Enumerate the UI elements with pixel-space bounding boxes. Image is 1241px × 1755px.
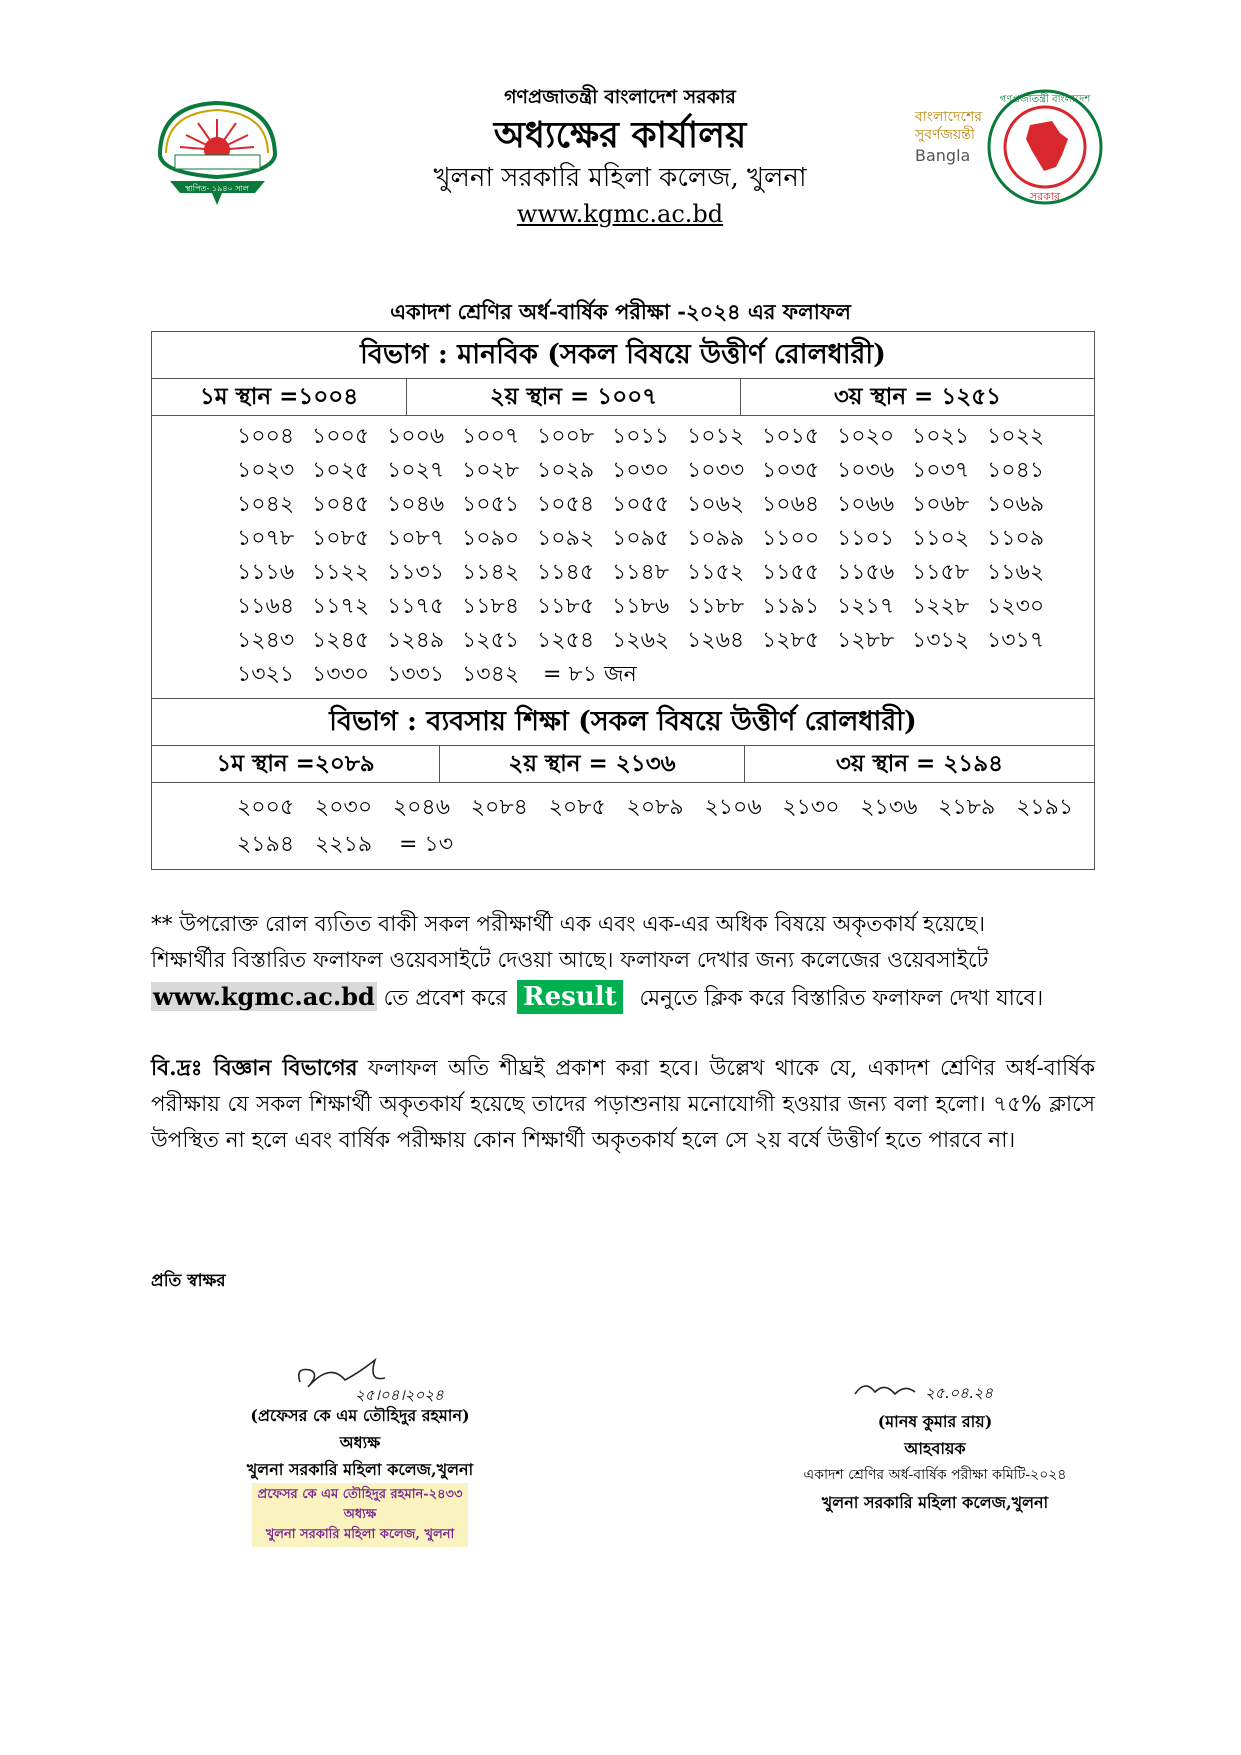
roll-number: ১০৭৮: [237, 526, 295, 551]
business-third-place: ৩য় স্থান = ২১৯৪: [744, 746, 1094, 782]
roll-number: ২০৮৪: [470, 795, 528, 820]
roll-number: ১০৯৯: [687, 526, 745, 551]
roll-number: ১০০৬: [387, 424, 445, 449]
roll-number: ১০৩৭: [912, 458, 970, 483]
letterhead: [340, 84, 900, 232]
roll-number: ১১০০: [762, 526, 820, 551]
roll-number: ১১৬২: [987, 560, 1045, 585]
roll-row: [237, 826, 1094, 863]
roll-number: ১০৮৫: [312, 526, 370, 551]
roll-number: ১০২২: [987, 424, 1045, 449]
roll-row: [237, 522, 1094, 556]
roll-number: ১২৮৫: [762, 628, 820, 653]
roll-row: [237, 624, 1094, 658]
roll-number: ২০৪৬: [392, 795, 451, 820]
roll-number: ১৩২১: [237, 662, 295, 687]
results-table: [151, 331, 1095, 870]
roll-number: ১০৫১: [462, 492, 520, 517]
roll-number: ১১৭২: [312, 594, 370, 619]
roll-number: ১২১৭: [837, 594, 895, 619]
bangladesh-golden-jubilee-emblem-icon: [910, 85, 1110, 215]
principal-signature-date: ২৫।০৪।২০২৪: [355, 1386, 444, 1404]
roll-row: [237, 789, 1094, 826]
svg-text:বাংলাদেশের: বাংলাদেশের: [915, 109, 982, 125]
svg-text:স্থাপিত- ১৯৪০ সাল: স্থাপিত- ১৯৪০ সাল: [185, 184, 249, 193]
roll-number: ১০৬৬: [837, 492, 895, 517]
principal-title: অধ্যক্ষ: [339, 1433, 381, 1452]
humanities-first-place: ১ম স্থান =১০০৪: [199, 383, 359, 410]
roll-number: ১১১৬: [237, 560, 295, 585]
roll-number: ১০২১: [912, 424, 970, 449]
roll-number: ২১০৬: [704, 795, 762, 820]
note-paragraph: [151, 1051, 1095, 1159]
roll-row: [237, 556, 1094, 590]
business-second-place: ২য় স্থান = ২১৩৬: [439, 746, 744, 782]
stamp-line: প্রফেসর কে এম তৌহিদুর রহমান-২৪৩৩: [257, 1487, 463, 1502]
roll-number: ২১৯৪: [237, 832, 295, 857]
humanities-second-place: ২য় স্থান = ১০০৭: [406, 379, 740, 415]
roll-number: ১০৯৫: [612, 526, 670, 551]
roll-number: ২১৯১: [1016, 795, 1074, 820]
note-text: ফলাফল অতি শীঘ্রই প্রকাশ করা হবে। উল্লেখ থাকে যে, একাদশ শ্রেণির অর্ধ-বার্ষিক পরীক্ষায় যে সকল শিক্ষার্থী অকৃতকার্য হয়েছে তাদের পড়াশুনায় মনোযোগী হওয়ার জন্য বলা হলো। ৭৫% ক্লাসে উপস্থিত না হলে এবং বার্ষিক পরীক্ষায় কোন শিক্ষার্থী অকৃতকার্য হলে সে ২য় বর্ষে উত্তীর্ণ হতে পারবে না।: [151, 1056, 1096, 1153]
roll-number: ১২৫১: [462, 628, 520, 653]
roll-number: ১১৫৮: [912, 560, 970, 585]
roll-number: ১২৮৮: [837, 628, 895, 653]
roll-number: ১০৫৫: [612, 492, 670, 517]
note-label: বি.দ্রঃ বিজ্ঞান বিভাগের: [151, 1056, 358, 1081]
roll-row: [237, 454, 1094, 488]
roll-number: ১০৪৫: [312, 492, 370, 517]
roll-number: ১৩১৭: [987, 628, 1045, 653]
roll-number: ১১৫৫: [762, 560, 820, 585]
principal-name: (প্রফেসর কে এম তৌহিদুর রহমান): [250, 1406, 470, 1425]
roll-number: ১০২৫: [312, 458, 370, 483]
convener-title: আহবায়ক: [904, 1439, 966, 1458]
roll-number: ১০৩৫: [762, 458, 820, 483]
business-roll-list: [152, 783, 1094, 867]
principal-org: খুলনা সরকারি মহিলা কলেজ,খুলনা: [246, 1460, 474, 1479]
college-logo: [150, 95, 285, 210]
notice-website-link[interactable]: www.kgmc.ac.bd: [153, 982, 375, 1011]
roll-number: ১০৮৭: [387, 526, 445, 551]
roll-number: ১২৩০: [987, 594, 1045, 619]
roll-number: ১৩৩০: [312, 662, 370, 687]
roll-number: ১০২৯: [537, 458, 595, 483]
convener-signature-block: [790, 1372, 1080, 1516]
roll-number: ১১৪৫: [537, 560, 595, 585]
roll-number: ১১৮৮: [687, 594, 745, 619]
roll-number: ১২৬৪: [687, 628, 745, 653]
roll-number: ২২১৯: [315, 832, 373, 857]
result-menu-button[interactable]: Result: [517, 980, 623, 1014]
college-emblem-icon: [150, 95, 285, 210]
website-link[interactable]: www.kgmc.ac.bd: [516, 200, 724, 228]
roll-number: ২০৮৯: [626, 795, 684, 820]
roll-number: ১০০৪: [237, 424, 295, 449]
roll-number: ১০৩০: [612, 458, 670, 483]
roll-number: ১২৫৪: [537, 628, 595, 653]
business-positions: [152, 746, 1094, 783]
government-logo: [910, 85, 1110, 215]
roll-number: ১১৫৬: [837, 560, 895, 585]
roll-number: ১০৬৮: [912, 492, 970, 517]
stamp-line: অধ্যক্ষ: [343, 1507, 377, 1522]
college-name: খুলনা সরকারি মহিলা কলেজ, খুলনা: [433, 163, 807, 193]
roll-number: ২০৩০: [314, 795, 373, 820]
humanities-roll-list: [152, 416, 1094, 698]
roll-number: ১১৫২: [687, 560, 745, 585]
humanities-heading: বিভাগ : মানবিক (সকল বিষয়ে উত্তীর্ণ রোলধারী): [152, 332, 1094, 379]
roll-row: [237, 658, 1094, 692]
roll-number: ১১৮৬: [612, 594, 670, 619]
roll-number: ১২৬২: [612, 628, 670, 653]
convener-committee: একাদশ শ্রেণির অর্ধ-বার্ষিক পরীক্ষা কমিটি-২০২৪: [803, 1467, 1067, 1483]
notice-line-1: ** উপরোক্ত রোল ব্যতিত বাকী সকল পরীক্ষার্থী এক এবং এক-এর অধিক বিষয়ে অকৃতকার্য হয়েছে।: [151, 912, 986, 937]
principal-signature: [225, 1352, 495, 1402]
roll-number: ১০৩৬: [837, 458, 895, 483]
principal-seal-stamp: [252, 1483, 469, 1547]
roll-number: ১০৯২: [537, 526, 595, 551]
humanities-third-place: ৩য় স্থান = ১২৫১: [740, 379, 1094, 415]
roll-number: ১২৪৩: [237, 628, 295, 653]
roll-number: ১০২৩: [237, 458, 295, 483]
svg-text:গণপ্রজাতন্ত্রী বাংলাদেশ: গণপ্রজাতন্ত্রী বাংলাদেশ: [999, 94, 1091, 105]
roll-row: [237, 590, 1094, 624]
roll-number: ১০০৭: [462, 424, 520, 449]
svg-text:সুবর্ণজয়ন্তী: সুবর্ণজয়ন্তী: [915, 127, 975, 143]
roll-number: ১০৫৪: [537, 492, 595, 517]
signature-scribble-icon: [850, 1374, 920, 1404]
svg-text:Bangla: Bangla: [915, 146, 971, 165]
roll-number: ১৩৩১: [387, 662, 445, 687]
roll-number: ১০০৮: [537, 424, 595, 449]
roll-number: ১১৭৫: [387, 594, 445, 619]
notice-rest-text: মেনুতে ক্লিক করে বিস্তারিত ফলাফল দেখা যাবে।: [639, 986, 1044, 1011]
roll-number: ১১৮৫: [537, 594, 595, 619]
convener-signature: [790, 1372, 1080, 1408]
roll-number: ১০২০: [837, 424, 895, 449]
roll-number: ১০৯০: [462, 526, 520, 551]
roll-number: ১১৩১: [387, 560, 445, 585]
roll-number: ১০৬২: [687, 492, 745, 517]
roll-number: ১০১২: [687, 424, 745, 449]
roll-number: ১১২২: [312, 560, 370, 585]
roll-number: ১১৪৮: [612, 560, 670, 585]
notice-paragraph: [151, 907, 1095, 1017]
roll-row: [237, 488, 1094, 522]
roll-number: ১১৯১: [762, 594, 820, 619]
roll-number: ১০২৭: [387, 458, 445, 483]
roll-number: ১৩১২: [912, 628, 970, 653]
roll-number: ২০৮৫: [548, 795, 606, 820]
roll-number: ১০৪১: [987, 458, 1045, 483]
notice-line-2: শিক্ষার্থীর বিস্তারিত ফলাফল ওয়েবসাইটে দেওয়া আছে। ফলাফল দেখার জন্য কলেজের ওয়েবসাইটে: [151, 948, 989, 973]
roll-number: ১০৬৯: [987, 492, 1045, 517]
convener-signature-date: ২৫.০৪.২৪: [925, 1384, 993, 1402]
roll-number: ১০১১: [612, 424, 670, 449]
roll-number: ১২৪৯: [387, 628, 445, 653]
business-heading: বিভাগ : ব্যবসায় শিক্ষা (সকল বিষয়ে উত্তীর্ণ রোলধারী): [152, 698, 1094, 746]
roll-number: ১০৪২: [237, 492, 295, 517]
roll-number: ১১৮৪: [462, 594, 520, 619]
business-first-place: ১ম স্থান =২০৮৯: [216, 750, 375, 777]
roll-number: ১১০৯: [987, 526, 1045, 551]
roll-number: ২১৩০: [782, 795, 840, 820]
convener-name: (মানষ কুমার রায়): [877, 1412, 993, 1431]
convener-org: খুলনা সরকারি মহিলা কলেজ,খুলনা: [821, 1493, 1049, 1512]
roll-number: ১০৪৬: [387, 492, 445, 517]
humanities-total: = ৮১ জন: [543, 662, 637, 687]
office-title: অধ্যক্ষের কার্যালয়: [493, 114, 747, 156]
document-title: একাদশ শ্রেণির অর্ধ-বার্ষিক পরীক্ষা -২০২৪ এর ফলাফল: [390, 299, 851, 324]
roll-number: ১১০১: [837, 526, 895, 551]
roll-number: ১১৬৪: [237, 594, 295, 619]
stamp-line: খুলনা সরকারি মহিলা কলেজ, খুলনা: [265, 1527, 455, 1542]
roll-number: ১২২৮: [912, 594, 970, 619]
government-line: গণপ্রজাতন্ত্রী বাংলাদেশ সরকার: [504, 86, 736, 108]
roll-number: ১০০৫: [312, 424, 370, 449]
roll-number: ২১৩৬: [860, 795, 918, 820]
roll-number: ২১৮৯: [938, 795, 996, 820]
countersign-label: প্রতি স্বাক্ষর: [151, 1271, 226, 1291]
business-total: = ১৩: [399, 832, 454, 857]
roll-number: ১১৪২: [462, 560, 520, 585]
roll-number: ১০৩৩: [687, 458, 745, 483]
notice-enter-text: তে প্রবেশ করে: [383, 986, 508, 1011]
roll-number: ১০২৮: [462, 458, 520, 483]
roll-number: ১০৬৪: [762, 492, 820, 517]
roll-number: ১৩৪২: [462, 662, 520, 687]
roll-number: ১১০২: [912, 526, 970, 551]
principal-signature-block: [225, 1352, 495, 1547]
roll-number: ২০০৫: [237, 795, 295, 820]
roll-number: ১০১৫: [762, 424, 820, 449]
roll-number: ১২৪৫: [312, 628, 370, 653]
svg-text:সরকার: সরকার: [1029, 190, 1061, 203]
humanities-positions: [152, 379, 1094, 416]
roll-row: [237, 420, 1094, 454]
